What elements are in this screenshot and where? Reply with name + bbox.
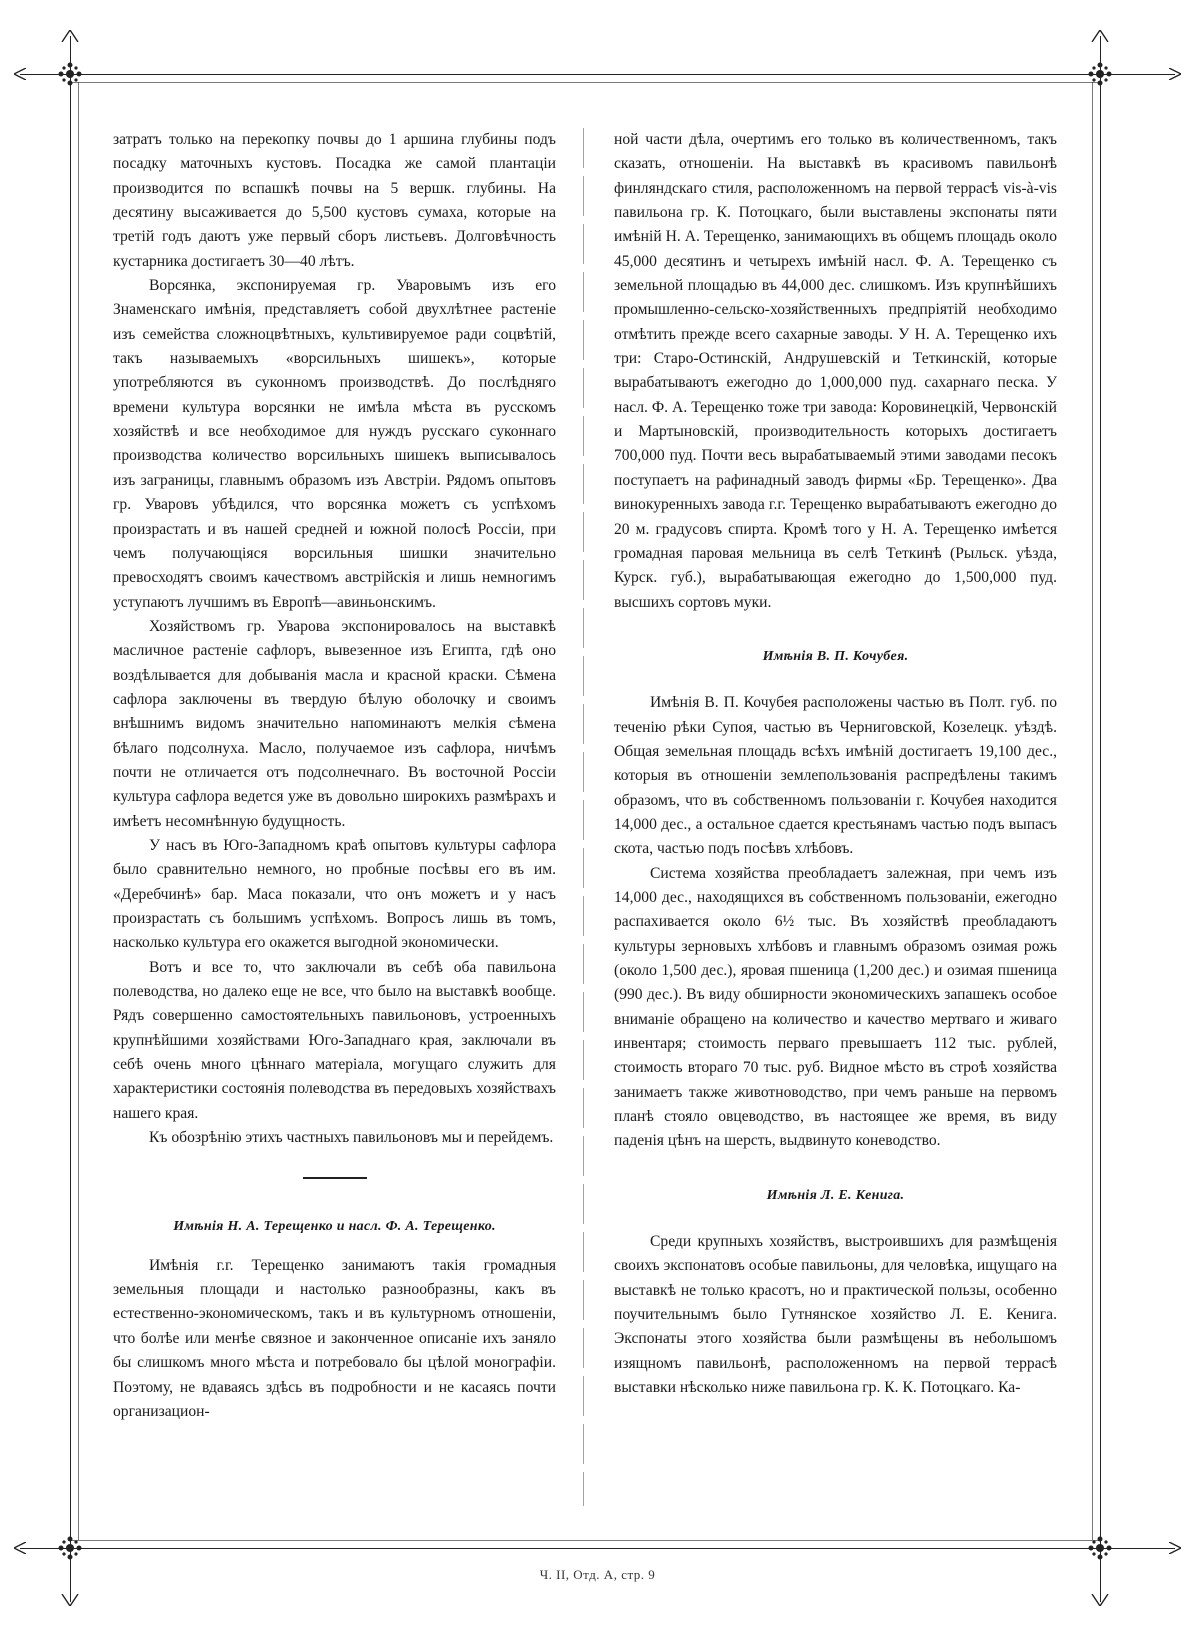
frame-left-rule-inner: [78, 82, 79, 1540]
paragraph: Среди крупныхъ хозяйствъ, выстроившихъ для размѣщенія своихъ экспонатовъ особые павильоны, для человѣка, ищущаго на выставкѣ не только красотъ, но и практической пользы, особенно поучительнымъ было Гутнянское хозяйство Л. Е. Кенига. Экспонаты этого хозяйства были размѣщены въ небольшомъ изящномъ павильонѣ, расположенномъ на первой террасѣ выставки нѣсколько ниже павильона гр. К. К. Потоцкаго. Ка-: [614, 1233, 1057, 1397]
paragraph: Хозяйствомъ гр. Уварова экспонировалось на выставкѣ масличное растеніе сафлоръ, вывезенное изъ Египта, гдѣ оно воздѣлывается для добыванія масла и красной краски. Сѣмена сафлора заключены въ твердую бѣлую оболочку и своимъ внѣшнимъ видомъ значительно напоминаютъ мелкія сѣмена бѣлаго подсолнуха. Масло, получаемое изъ сафлора, ничѣмъ почти не отличается отъ подсолнечнаго. Въ восточной Россіи культура сафлора ведется уже въ довольно широкихъ размѣрахъ и имѣетъ несомнѣнную будущность.: [113, 617, 556, 830]
frame-top-rule: [20, 74, 1175, 75]
corner-ornament-icon: [1078, 52, 1122, 96]
frame-left-rule: [70, 36, 71, 1602]
section-heading: Имѣнія В. П. Кочубея.: [762, 648, 909, 664]
frame-top-rule-inner: [70, 82, 1100, 83]
paragraph: У насъ въ Юго-Западномъ краѣ опытовъ культуры сафлора было сравнительно немного, но пробные посѣвы его въ им. «Деребчинѣ» бар. Маса показали, что онъ можетъ и у насъ произрастать съ большимъ успѣхомъ. Вопросъ лишь въ томъ, насколько культура его окажется выгодной экономически.: [113, 836, 556, 952]
column-divider: [583, 128, 584, 1506]
paragraph: Имѣнія В. П. Кочубея расположены частью въ Полт. губ. по теченію рѣки Супоя, частью въ Черниговской, Козелецк. уѣздѣ. Общая земельная площадь всѣхъ имѣній достигаетъ 19,100 дес., которыя въ отношеніи землепользованія распредѣлены такимъ образомъ, что въ собственномъ пользованіи г. Кочубея находится 14,000 дес., а остальное сдается крестьянамъ частью подъ выпасъ скота, частью подъ посѣвъ хлѣбовъ.: [614, 694, 1057, 858]
page-footer: Ч. II, Отд. А, стр. 9: [539, 1567, 656, 1582]
frame-bottom-rule: [20, 1548, 1175, 1549]
frame-right-rule: [1100, 36, 1101, 1602]
frame-arrow-icon: [1169, 68, 1181, 80]
section-heading: Имѣнія Л. Е. Кенига.: [766, 1187, 905, 1203]
paragraph: Вотъ и все то, что заключали въ себѣ оба павильона полеводства, но далеко еще не все, что было на выставкѣ вообще. Рядъ совершенно самостоятельныхъ павильоновъ, устроенныхъ крупнѣйшими хозяйствами Юго-Западнаго края, заключали въ себѣ очень много цѣннаго матеріала, могущаго служить для характеристики состоянія полеводства въ передовыхъ хозяйствахъ нашего края.: [113, 958, 556, 1122]
frame-arrow-icon: [1169, 1542, 1181, 1554]
frame-arrow-icon: [58, 30, 82, 42]
paragraph: Ворсянка, экспонируемая гр. Уваровымъ изъ его Знаменскаго имѣнія, представляетъ собой двухлѣтнее растеніе изъ семейства сложноцвѣтныхъ, культивируемое ради соцвѣтій, такъ называемыхъ «ворсильныхъ шишекъ», которые употребляются въ суконномъ производствѣ. До послѣдняго времени культура ворсянки не имѣла мѣста въ русскомъ хозяйствѣ и все необходимое для нуждъ русскаго суконнаго производства количество ворсильныхъ шишекъ выписывалось изъ заграницы, главнымъ образомъ изъ Австріи. Рядомъ опытовъ гр. Уваровъ убѣдился, что ворсянка можетъ съ успѣхомъ произрастать и въ нашей средней и южной полосѣ Россіи, при чемъ получающіяся ворсильныя шишки значительно превосходятъ своимъ качествомъ австрійскія и лишь немногимъ уступаютъ лучшимъ въ Европѣ—авиньонскимъ.: [113, 277, 556, 611]
frame-arrow-icon: [1088, 30, 1112, 42]
frame-arrow-icon: [14, 1542, 26, 1554]
paragraph: Къ обозрѣнію этихъ частныхъ павильоновъ мы и перейдемъ.: [149, 1129, 554, 1147]
left-column: [113, 128, 556, 1424]
section-heading: Имѣнія Н. А. Терещенко и насл. Ф. А. Терещенко.: [173, 1219, 496, 1235]
frame-arrow-icon: [1088, 1594, 1112, 1606]
paragraph: затратъ только на перекопку почвы до 1 аршина глубины подъ посадку маточныхъ кустовъ. Посадка же самой плантаціи производится по вспашкѣ почвы на 5 вершк. глубины. На десятину высаживается до 5,500 кустовъ сумаха, которые на третій годъ даютъ уже первый сборъ листьевъ. Долговѣчность кустарника достигаетъ 30—40 лѣтъ.: [113, 131, 556, 270]
right-column: [614, 128, 1057, 1401]
corner-ornament-icon: [48, 52, 92, 96]
corner-ornament-icon: [48, 1526, 92, 1570]
frame-arrow-icon: [58, 1594, 82, 1606]
frame-arrow-icon: [14, 68, 26, 80]
frame-right-rule-inner: [1092, 82, 1093, 1540]
paragraph: Имѣнія г.г. Терещенко занимаютъ такія громадныя земельныя площади и настолько разнообразны, какъ въ естественно-экономическомъ, такъ и въ культурномъ отношеніи, что болѣе или менѣе связное и законченное описаніе ихъ заняло бы слишкомъ много мѣста и потребовало бы цѣлой монографіи. Поэтому, не вдаваясь здѣсь въ подробности и не касаясь почти организацион-: [113, 1256, 556, 1420]
paragraph: ной части дѣла, очертимъ его только въ количественномъ, такъ сказать, отношеніи. На выставкѣ въ красивомъ павильонѣ финляндскаго стиля, расположенномъ на первой террасѣ vis-à-vis павильона гр. К. Потоцкаго, были выставлены экспонаты пяти имѣній Н. А. Терещенко, занимающихъ въ общемъ площадь около 45,000 десятинъ и четырехъ имѣній насл. Ф. А. Терещенко съ земельной площадью въ 44,000 дес. слишкомъ. Изъ крупнѣйшихъ промышленно-сельско-хозяйственныхъ предпріятій необходимо отмѣтить прежде всего сахарные заводы. У Н. А. Терещенко ихъ три: Старо-Остинскій, Андрушевскій и Теткинскій, которые вырабатываютъ ежегодно до 1,000,000 пуд. сахарнаго песка. У насл. Ф. А. Терещенко тоже три завода: Коровинецкій, Червонскій и Мартыновскій, производительность которыхъ достигаетъ 700,000 пуд. Почти весь вырабатываемый этими заводами песокъ поступаетъ на рафинадный заводъ фирмы «Бр. Терещенко». Два винокуренныхъ завода г.г. Терещенко вырабатываютъ ежегодно до 20 м. градусовъ спирта. Кромѣ того у Н. А. Терещенко имѣется громадная паровая мельница въ селѣ Теткинѣ (Рыльск. уѣзда, Курск. губ.), вырабатывающая ежегодно до 1,500,000 пуд. высшихъ сортовъ муки.: [614, 131, 1057, 611]
corner-ornament-icon: [1078, 1526, 1122, 1570]
frame-bottom-rule-inner: [70, 1540, 1100, 1541]
paragraph: Система хозяйства преобладаетъ залежная, при чемъ изъ 14,000 дес., находящихся въ собственномъ пользованіи, ежегодно распахивается около 6½ тыс. Въ хозяйствѣ преобладаютъ культуры зерновыхъ хлѣбовъ и главнымъ образомъ озимая рожь (около 1,500 дес.), яровая пшеница (1,200 дес.) и озимая пшеница (990 дес.). Въ виду обширности экономическихъ запашекъ особое вниманіе обращено на количество и качество мертваго и живаго инвентаря; стоимость перваго превышаетъ 112 тыс. рублей, стоимость втораго 70 тыс. руб. Видное мѣсто въ строѣ хозяйства занимаетъ также животноводство, при чемъ раньше на первомъ планѣ стояло овцеводство, въ настоящее же время, въ виду паденія цѣнъ на шерсть, выдвинуто коневодство.: [614, 864, 1057, 1150]
